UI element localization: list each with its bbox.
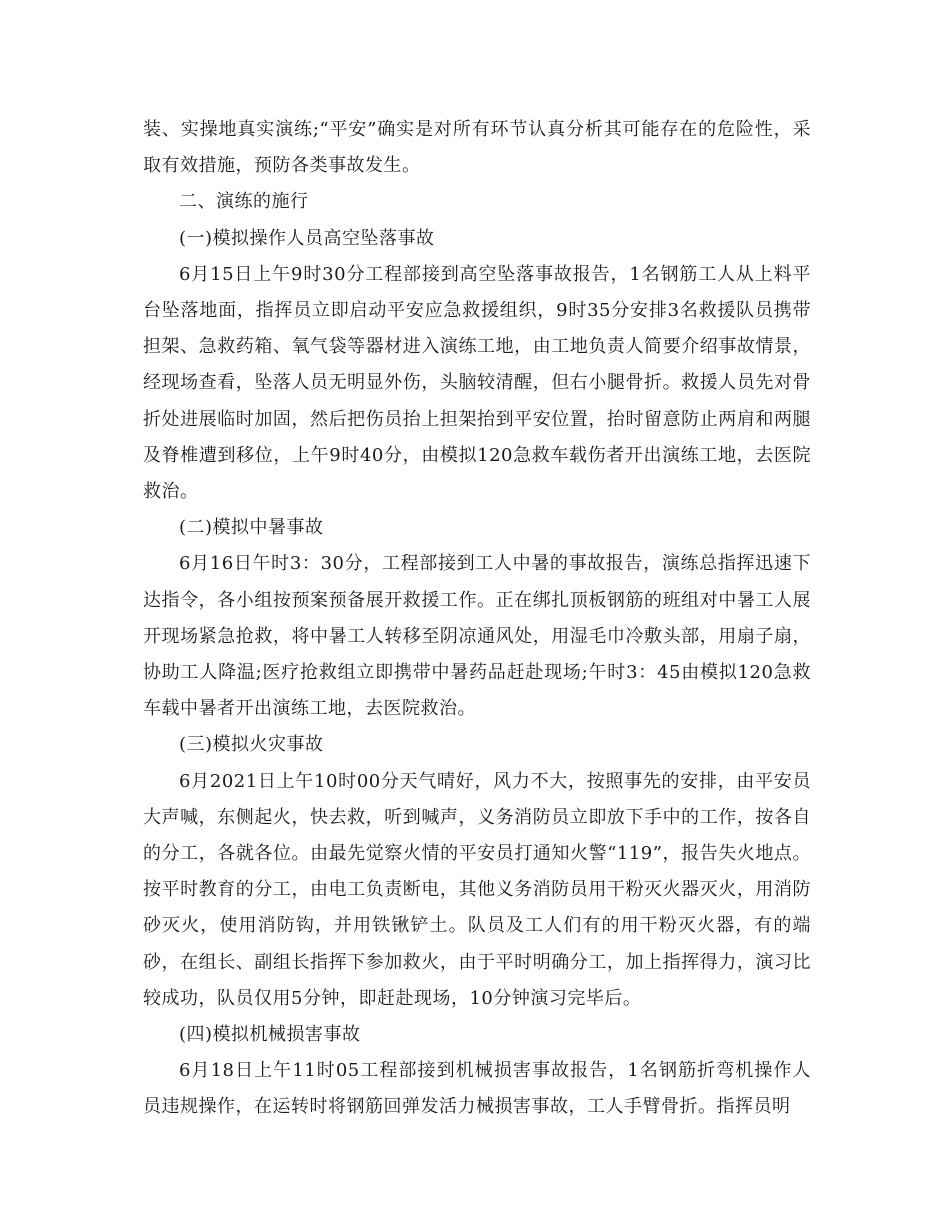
paragraph-heatstroke: 6月16日午时3：30分，工程部接到工人中暑的事故报告，演练总指挥迅速下达指令，各小组按预案预备展开救援工作。正在绑扎顶板钢筋的班组对中暑工人展开现场紧急抢救，将中暑工人转移至阴凉通风处，用湿毛巾冷敷头部，用扇子扇，协助工人降温;医疗抢救组立即携带中暑药品赶赴现场;午时3：45由模拟120急救车载中暑者开出演练工地，去医院救治。 bbox=[143, 553, 811, 720]
subheading-fall-accident: (一)模拟操作人员高空坠落事故 bbox=[179, 227, 435, 249]
paragraph-fall-accident: 6月15日上午9时30分工程部接到高空坠落事故报告，1名钢筋工人从上料平台坠落地面，指挥员立即启动平安应急救援组织，9时35分安排3名救援队员携带担架、急救药箱、氧气袋等器材进入演练工地，由工地负责人简要介绍事故情景，经现场查看，坠落人员无明显外伤，头脑较清醒，但右小腿骨折。救援人员先对骨折处进展临时加固，然后把伤员抬上担架抬到平安位置，抬时留意防止两肩和两腿及脊椎遭到移位，上午9时40分，由模拟120急救车载伤者开出演练工地，去医院救治。 bbox=[143, 263, 811, 503]
subheading-machinery-injury: (四)模拟机械损害事故 bbox=[179, 1024, 361, 1046]
paragraph-machinery-injury: 6月18日上午11时05工程部接到机械损害事故报告，1名钢筋折弯机操作人员违规操作，在运转时将钢筋回弹发活力械损害事故，工人手臂骨折。指挥员明 bbox=[143, 1060, 811, 1118]
section-heading-implementation: 二、演练的施行 bbox=[179, 191, 309, 213]
paragraph-fire: 6月2021日上午10时00分天气晴好，风力不大，按照事先的安排，由平安员大声喊，东侧起火，快去救，听到喊声，义务消防员立即放下手中的工作，按各自的分工，各就各位。由最先觉察火情的平安员打通知火警“119”，报告失火地点。按平时教育的分工，由电工负责断电，其他义务消防员用干粉灭火器灭火，用消防砂灭火，使用消防钩，并用铁锹铲土。队员及工人们有的用干粉灭火器，有的端砂，在组长、副组长指挥下参加救火，由于平时明确分工，加上指挥得力，演习比较成功，队员仅用5分钟，即赶赴现场，10分钟演习完毕后。 bbox=[143, 770, 811, 1009]
subheading-fire: (三)模拟火灾事故 bbox=[179, 734, 324, 756]
document-body bbox=[143, 112, 811, 1126]
subheading-heatstroke: (二)模拟中暑事故 bbox=[179, 517, 324, 539]
paragraph-continuation: 装、实操地真实演练;“平安”确实是对所有环节认真分析其可能存在的危险性，采取有效措施，预防各类事故发生。 bbox=[143, 119, 811, 177]
